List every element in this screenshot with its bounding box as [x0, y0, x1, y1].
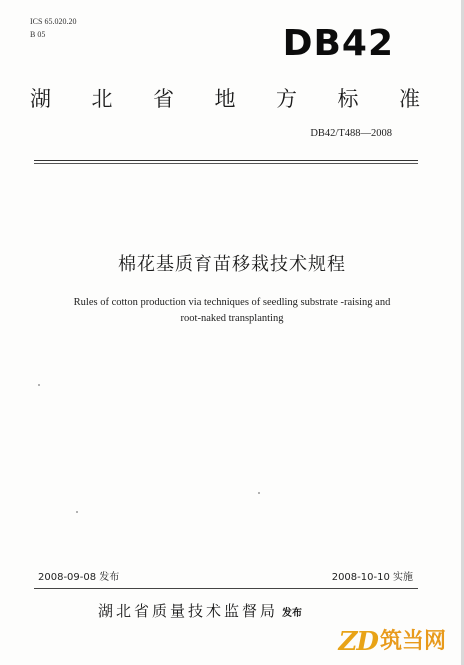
- scan-speck: [76, 511, 78, 513]
- date-row: [38, 571, 413, 585]
- scan-speck: [38, 384, 40, 386]
- authority-char: 地: [214, 87, 236, 111]
- standard-number: DB42/T488—2008: [310, 128, 392, 139]
- authority-char: 湖: [30, 87, 51, 111]
- document-title-english: [40, 295, 424, 327]
- ccs-code: B 05: [30, 30, 46, 39]
- scan-speck: [258, 492, 260, 494]
- authority-char: 标: [337, 87, 359, 111]
- english-title-line: Rules of cotton production via techniques of seedling substrate -raising and: [73, 297, 391, 308]
- watermark-text: 筑当网: [379, 629, 446, 654]
- publisher-organization: 湖北省质量技术监督局: [98, 602, 279, 620]
- header-divider-secondary: [34, 163, 418, 164]
- watermark-logo-icon: ZD: [338, 627, 378, 657]
- authority-char: 准: [399, 87, 420, 111]
- publisher-action: 发布: [282, 608, 303, 619]
- site-watermark: [338, 627, 446, 657]
- footer-divider: [34, 588, 418, 589]
- authority-char: 方: [276, 87, 297, 111]
- issue-date: 2008-09-08 发布: [38, 572, 120, 583]
- authority-char: 省: [153, 87, 174, 111]
- implementation-date: 2008-10-10 实施: [331, 572, 413, 583]
- standard-code-logo: DB42: [282, 23, 394, 64]
- ics-code: ICS 65.020.20: [30, 17, 77, 26]
- english-title-line: root-naked transplanting: [180, 313, 284, 324]
- publisher-line: [98, 600, 302, 621]
- authority-heading: [30, 86, 420, 112]
- classification-block: [30, 15, 76, 41]
- authority-char: 北: [91, 87, 113, 111]
- header-divider: [34, 160, 418, 161]
- document-title-chinese: 棉花基质育苗移栽技术规程: [118, 254, 346, 275]
